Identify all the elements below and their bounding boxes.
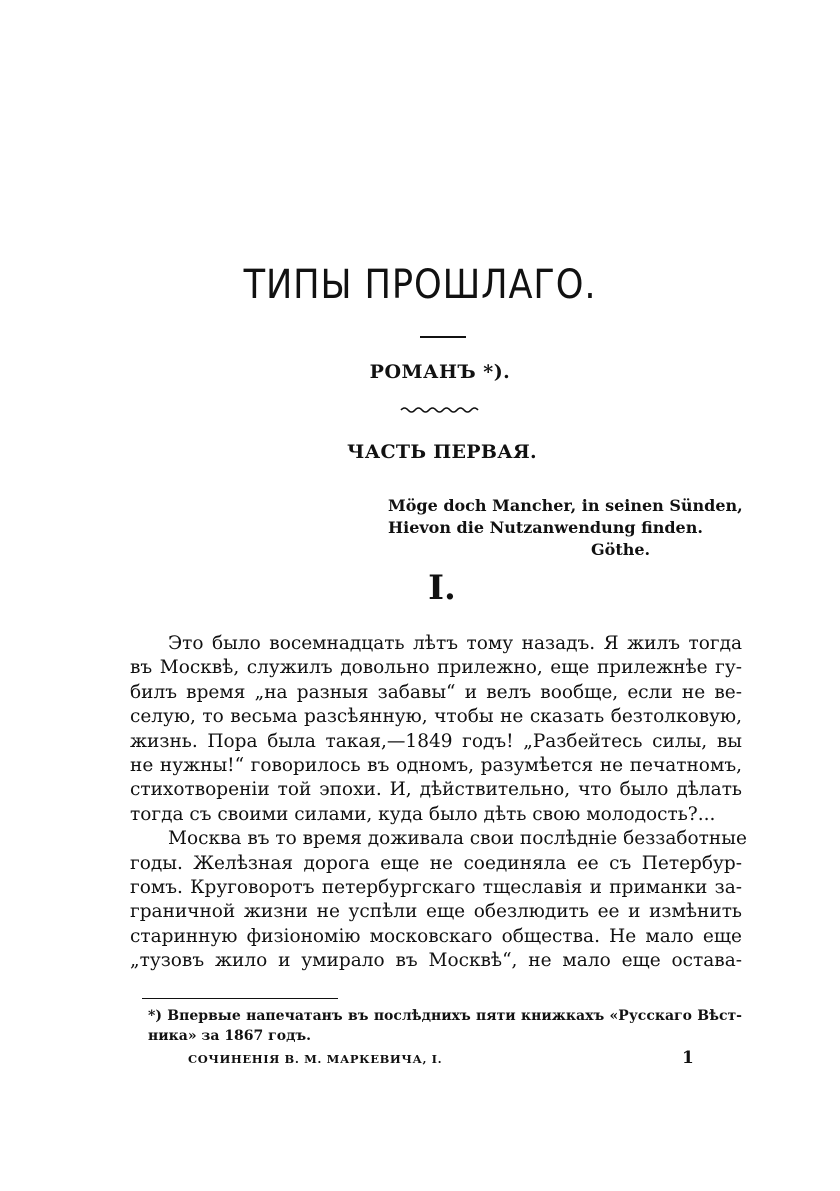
footnote-line: ника» за 1867 годъ.: [148, 1028, 312, 1044]
text-line: стихотвореніи той эпохи. И, дѣйствительно, что было дѣлать: [130, 779, 742, 801]
title-divider: [420, 336, 466, 338]
genre-subtitle: РОМАНЪ *).: [369, 361, 511, 383]
text-line: гомъ. Круговоротъ петербургскаго тщеславія и приманки за-: [130, 877, 742, 899]
text-line: Это было восемнадцать лѣтъ тому назадъ. Я жилъ тогда: [168, 633, 742, 654]
epigraph-author: Göthe.: [591, 540, 651, 559]
text-line: не нужны!“ говорилось въ одномъ, разумѣется не печатномъ,: [130, 755, 742, 777]
footnote-line: *) Впервые напечатанъ въ послѣднихъ пяти книжкахъ «Русскаго Вѣст-: [148, 1008, 742, 1024]
footnote: [148, 1006, 742, 1046]
printer-signature: СОЧИНЕНІЯ В. М. МАРКЕВИЧА, I.: [188, 1052, 443, 1066]
text-line: жизнь. Пора была такая,—1849 годъ! „Разбейтесь силы, вы: [130, 730, 742, 752]
text-line: Москва въ то время доживала свои послѣдніе беззаботные: [168, 828, 747, 850]
page-title: ТИПЫ ПРОШЛАГО.: [243, 262, 597, 308]
text-line: билъ время „на разныя забавы“ и велъ вообще, если не ве-: [130, 681, 742, 703]
chapter-number: I.: [428, 568, 456, 608]
text-line: годы. Желѣзная дорога еще не соединяла ее съ Петербур-: [130, 852, 742, 874]
body-text: [130, 632, 747, 974]
text-line: граничной жизни не успѣли еще обезлюдить ее и измѣнить: [130, 901, 742, 923]
text-line: старинную физіономію московскаго общества. Не мало еще: [130, 925, 742, 947]
epigraph: [388, 495, 743, 561]
text-line: селую, то весьма разсѣянную, чтобы не сказать безтолковую,: [130, 706, 742, 728]
ornamental-squiggle: [399, 405, 481, 415]
text-line: въ Москвѣ, служилъ довольно прилежно, еще прилежнѣе гу-: [130, 657, 742, 679]
epigraph-line: Hievon die Nutzanwendung finden.: [388, 518, 703, 537]
part-heading: ЧАСТЬ ПЕРВАЯ.: [347, 441, 537, 463]
text-line: „тузовъ жило и умирало въ Москвѣ“, не мало еще остава-: [130, 950, 742, 972]
footnote-divider: [142, 998, 338, 999]
text-line: тогда съ своими силами, куда было дѣть свою молодость?...: [130, 803, 716, 825]
page-number: 1: [682, 1048, 694, 1068]
epigraph-line: Möge doch Mancher, in seinen Sünden,: [388, 496, 743, 515]
